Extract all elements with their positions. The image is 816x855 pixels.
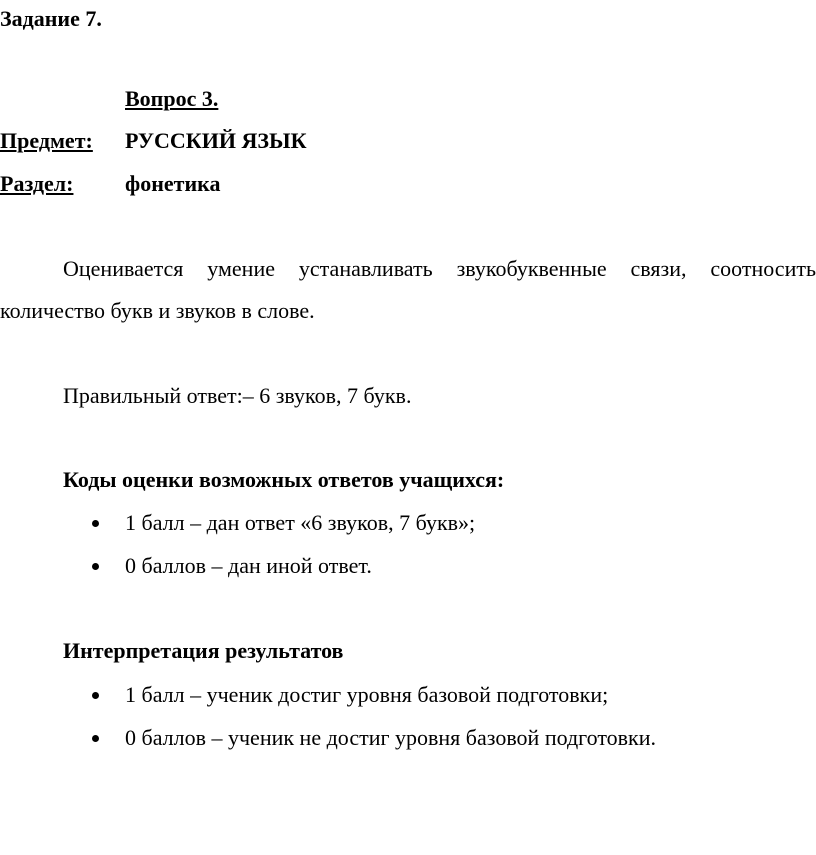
question-number: Вопрос 3. — [125, 86, 219, 111]
subject-label: Предмет: — [0, 128, 93, 153]
description-word: звукобуквенные — [456, 256, 607, 281]
codes-item: 1 балл – дан ответ «6 звуков, 7 букв»; — [125, 510, 476, 535]
description-line-2: количество букв и звуков в слове. — [0, 298, 315, 323]
bullet-icon — [92, 692, 99, 699]
section-value: фонетика — [125, 171, 221, 196]
correct-answer: Правильный ответ:– 6 звуков, 7 букв. — [63, 383, 412, 408]
codes-item: 0 баллов – дан иной ответ. — [125, 553, 372, 578]
bullet-icon — [92, 520, 99, 527]
description-word: Оценивается — [63, 256, 184, 281]
interpretation-item: 1 балл – ученик достиг уровня базовой подготовки; — [125, 682, 609, 707]
description-word: связи, — [630, 256, 687, 281]
description-word: умение — [207, 256, 275, 281]
subject-value: РУССКИЙ ЯЗЫК — [125, 128, 307, 153]
codes-heading: Коды оценки возможных ответов учащихся: — [63, 467, 505, 492]
interpretation-item: 0 баллов – ученик не достиг уровня базовой подготовки. — [125, 725, 657, 750]
bullet-icon — [92, 735, 99, 742]
bullet-icon — [92, 563, 99, 570]
section-label: Раздел: — [0, 171, 74, 196]
description-word: устанавливать — [298, 256, 433, 281]
task-title: Задание 7. — [0, 6, 102, 31]
description-line-1 — [63, 256, 816, 282]
interpretation-heading: Интерпретация результатов — [63, 638, 344, 663]
description-word: соотносить — [710, 256, 816, 281]
